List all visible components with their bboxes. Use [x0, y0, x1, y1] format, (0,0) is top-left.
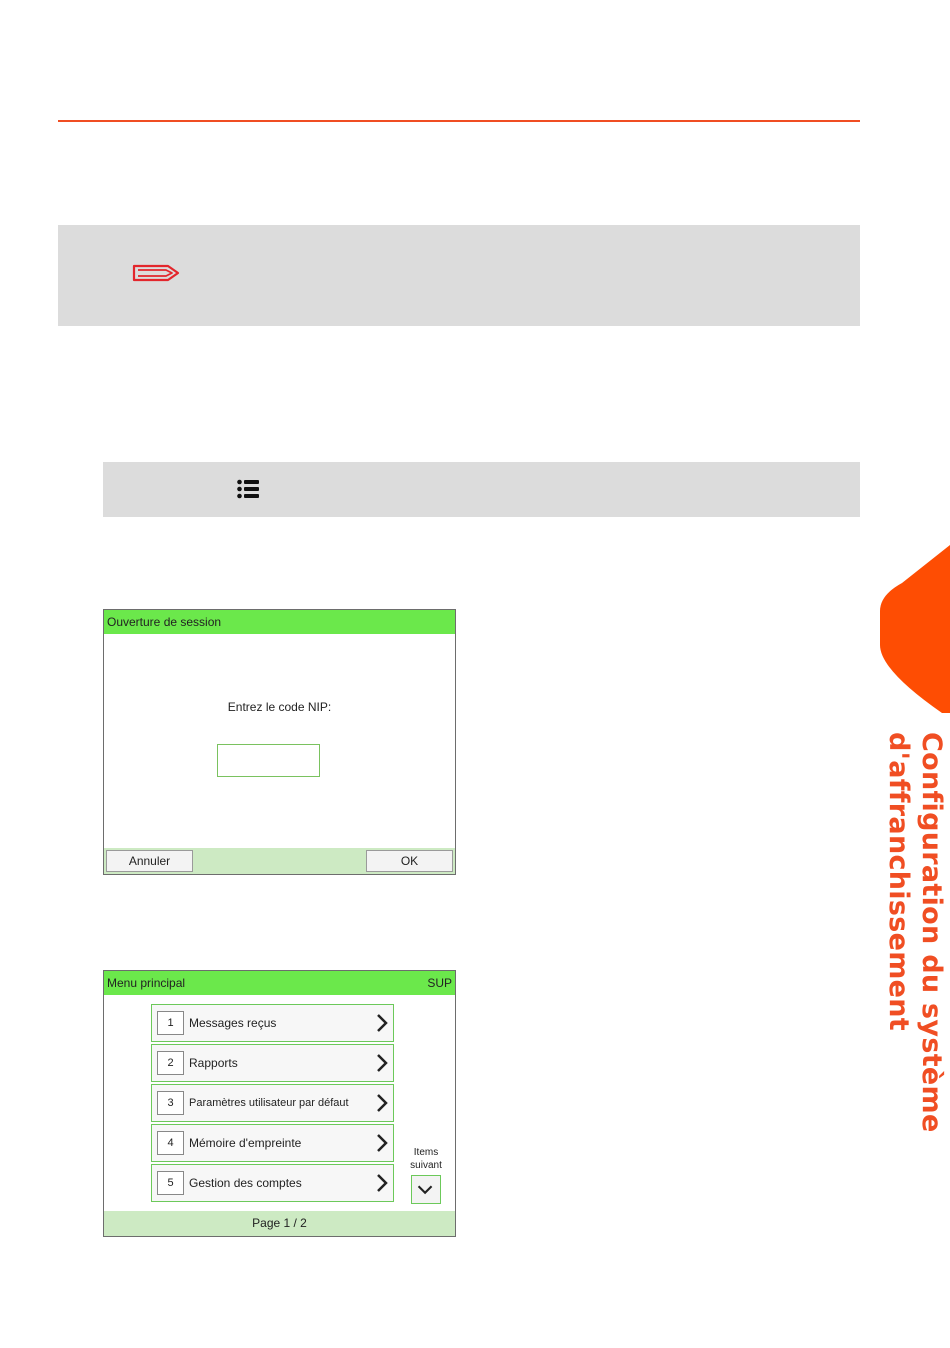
main-menu-screen	[103, 970, 456, 1237]
item-number: 4	[157, 1131, 184, 1155]
item-number: 5	[157, 1171, 184, 1195]
chevron-right-icon	[375, 1053, 389, 1073]
login-screen	[103, 609, 456, 875]
item-label: Rapports	[189, 1056, 238, 1070]
item-label: Paramètres utilisateur par défaut	[189, 1097, 349, 1109]
chapter-title-line2: d'affranchissement	[883, 732, 914, 1031]
ok-button[interactable]: OK	[366, 850, 453, 872]
chevron-right-icon	[375, 1133, 389, 1153]
next-items-button[interactable]	[411, 1175, 441, 1204]
user-role-badge: SUP	[427, 976, 452, 990]
menu-item-parametres[interactable]	[151, 1084, 394, 1122]
next-items-label-line1: Items	[413, 1147, 439, 1158]
chevron-right-icon	[375, 1173, 389, 1193]
item-number: 2	[157, 1051, 184, 1075]
chevron-right-icon	[375, 1093, 389, 1113]
chapter-tab	[880, 545, 950, 713]
item-label: Gestion des comptes	[189, 1176, 302, 1190]
screen-footer	[104, 848, 455, 874]
chapter-title-line1: Configuration du système	[916, 732, 947, 1133]
item-label: Messages reçus	[189, 1016, 277, 1030]
screen-header	[104, 610, 455, 634]
chevron-down-icon	[412, 1176, 440, 1203]
menu-item-messages[interactable]	[151, 1004, 394, 1042]
next-items-label	[402, 1146, 450, 1172]
cancel-button[interactable]: Annuler	[106, 850, 193, 872]
pin-input[interactable]	[217, 744, 320, 777]
note-pointer-icon	[132, 262, 182, 284]
next-items-label-line2: suivant	[410, 1160, 442, 1171]
menu-item-memoire[interactable]	[151, 1124, 394, 1162]
screen-header	[104, 971, 455, 995]
item-number: 1	[157, 1011, 184, 1035]
pin-prompt: Entrez le code NIP:	[227, 700, 332, 714]
page-indicator: Page 1 / 2	[104, 1211, 455, 1236]
menu-item-comptes[interactable]	[151, 1164, 394, 1202]
item-number: 3	[157, 1091, 184, 1115]
item-label: Mémoire d'empreinte	[189, 1136, 302, 1150]
chapter-title	[878, 732, 948, 1133]
menu-list-icon	[236, 477, 260, 501]
screen-title: Menu principal	[107, 976, 186, 990]
screen-title: Ouverture de session	[107, 615, 222, 629]
step-box	[103, 462, 860, 517]
menu-item-rapports[interactable]	[151, 1044, 394, 1082]
chevron-right-icon	[375, 1013, 389, 1033]
section-divider	[58, 120, 860, 122]
